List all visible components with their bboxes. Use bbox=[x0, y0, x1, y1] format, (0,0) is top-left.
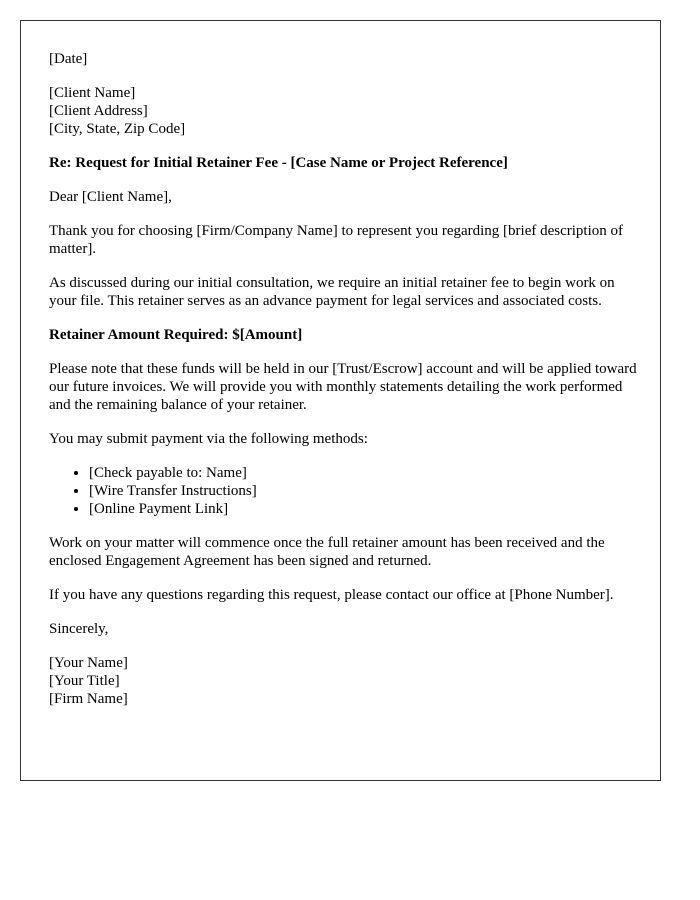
methods-intro: You may submit payment via the following methods: bbox=[49, 431, 368, 447]
signer-title: [Your Title] bbox=[49, 673, 120, 689]
funds-paragraph: Please note that these funds will be held in our [Trust/Escrow] account and will be applied toward our future invoices. We will provide you with monthly statements detailing the work performed and the remaining balance of your retainer. bbox=[49, 361, 637, 413]
salutation: Dear [Client Name], bbox=[49, 189, 172, 205]
retainer-amount: Retainer Amount Required: $[Amount] bbox=[49, 327, 303, 343]
consultation-paragraph: As discussed during our initial consultation, we require an initial retainer fee to begin work on your file. This retainer serves as an advance payment for legal services and associated costs. bbox=[49, 275, 615, 309]
subject-line: Re: Request for Initial Retainer Fee - [Case Name or Project Reference] bbox=[49, 155, 508, 171]
questions-paragraph: If you have any questions regarding this request, please contact our office at [Phone Number]. bbox=[49, 587, 614, 603]
payment-methods-list bbox=[49, 464, 638, 518]
payment-method: • [Online Payment Link] bbox=[89, 500, 638, 518]
signature-block bbox=[49, 654, 638, 708]
recipient-block bbox=[49, 84, 638, 138]
payment-method: • [Wire Transfer Instructions] bbox=[89, 482, 638, 500]
payment-method: • [Check payable to: Name] bbox=[89, 464, 638, 482]
intro-paragraph: Thank you for choosing [Firm/Company Name] to represent you regarding [brief description of matter]. bbox=[49, 223, 624, 257]
letter bbox=[20, 20, 661, 781]
signer-firm: [Firm Name] bbox=[49, 691, 128, 707]
recipient-name: [Client Name] bbox=[49, 85, 136, 101]
commence-paragraph: Work on your matter will commence once the full retainer amount has been received and the enclosed Engagement Agreement has been signed and returned. bbox=[49, 535, 605, 569]
recipient-city: [City, State, Zip Code] bbox=[49, 121, 186, 137]
closing: Sincerely, bbox=[49, 621, 109, 637]
recipient-address: [Client Address] bbox=[49, 103, 148, 119]
date: [Date] bbox=[49, 51, 88, 67]
signer-name: [Your Name] bbox=[49, 655, 128, 671]
